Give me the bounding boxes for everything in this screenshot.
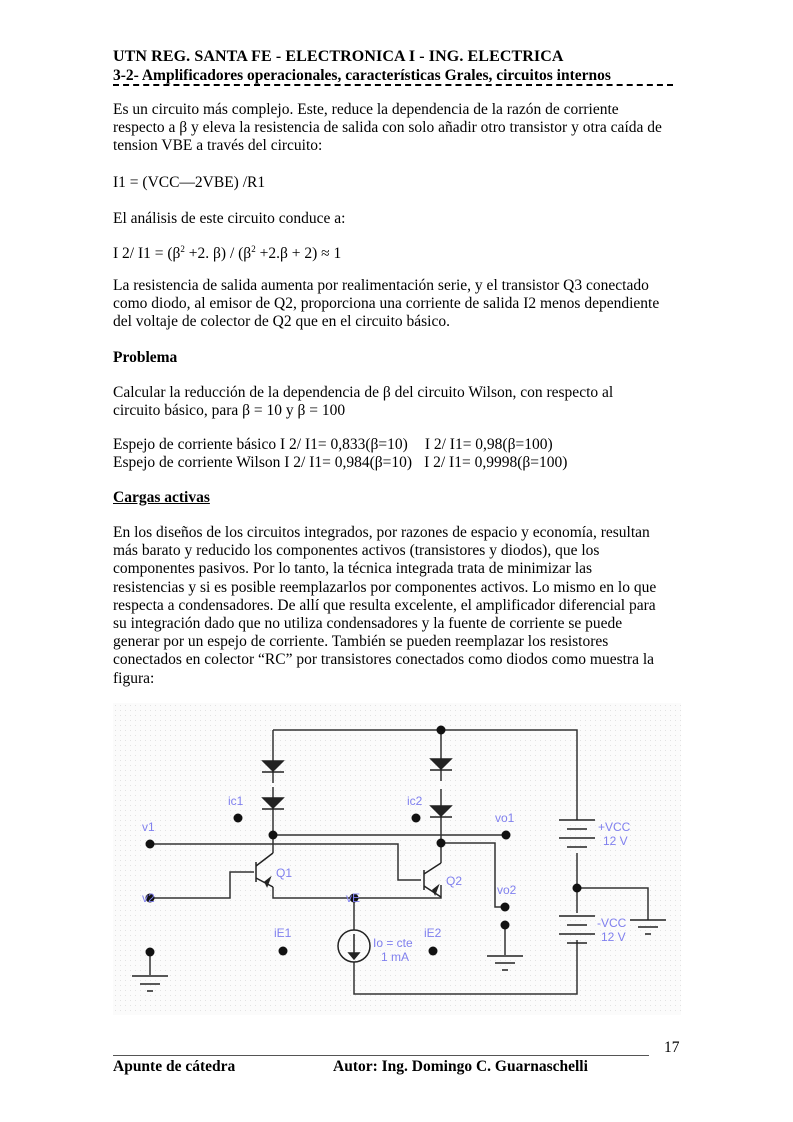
ground-icon bbox=[487, 956, 523, 970]
diode-icon bbox=[262, 798, 284, 809]
terminal-vo1 bbox=[502, 831, 511, 840]
differential-amplifier-schematic bbox=[113, 703, 681, 1015]
text-line: componentes pasivos. Por lo tanto, la técnica integrada trata de minimizar las bbox=[113, 560, 593, 578]
output-resistance-paragraph bbox=[113, 277, 659, 332]
text-line: su integración dado que no utiliza condensadores y la fuente de corriente se puede bbox=[113, 615, 623, 633]
document-header-institution: UTN REG. SANTA FE - ELECTRONICA I - ING. ELECTRICA bbox=[113, 48, 564, 65]
label-ve: vE bbox=[346, 891, 361, 905]
diode-icon bbox=[430, 806, 452, 817]
text-line: más barato y reducido los componentes activos (transistores y diodos), que los bbox=[113, 542, 600, 560]
label-ic1: ic1 bbox=[228, 794, 244, 808]
label-vo1: vo1 bbox=[495, 811, 515, 825]
terminal-ic2 bbox=[412, 814, 421, 823]
text-line: figura: bbox=[113, 669, 155, 687]
active-loads-paragraph bbox=[113, 524, 656, 688]
text-line: respecta a condensadores. De allí que resulta excelente, el amplificador diferencial para bbox=[113, 596, 656, 614]
problem-heading: Problema bbox=[113, 349, 178, 366]
text-line: Calcular la reducción de la dependencia de β del circuito Wilson, con respecto al bbox=[113, 384, 614, 401]
junction-dot bbox=[437, 726, 446, 735]
terminal-ie1 bbox=[279, 947, 288, 956]
battery-negative-icon bbox=[559, 916, 595, 943]
text-line: La resistencia de salida aumenta por realimentación serie, y el transistor Q3 conectado bbox=[113, 277, 649, 294]
label-vcc-positive-value: 12 V bbox=[603, 834, 628, 848]
ground-icon bbox=[132, 976, 168, 991]
label-vcc-negative-value: 12 V bbox=[601, 930, 626, 944]
current-source-icon bbox=[338, 930, 370, 962]
diode-gaps bbox=[273, 781, 441, 789]
label-v1: v1 bbox=[142, 820, 155, 834]
header-divider bbox=[113, 84, 673, 86]
text-line: generar por un espejo de corriente. También se pueden reemplazar los resistores bbox=[113, 633, 609, 651]
terminal-ie2 bbox=[429, 947, 438, 956]
text-line: como diodo, al emisor de Q2, proporciona una corriente de salida I2 menos dependiente bbox=[113, 295, 660, 313]
wire-v2-to-q1-base bbox=[150, 872, 254, 898]
result-row-wilson: Espejo de corriente Wilson I 2/ I1= 0,984(β=10) I 2/ I1= 0,9998(β=100) bbox=[113, 454, 568, 472]
footer-left: Apunte de cátedra bbox=[113, 1058, 236, 1075]
problem-paragraph bbox=[113, 384, 613, 420]
label-vcc-positive: +VCC bbox=[598, 820, 631, 834]
text-line: respecto a β y eleva la resistencia de salida con solo añadir otro transistor y otra caída de bbox=[113, 119, 662, 137]
label-q1: Q1 bbox=[276, 866, 293, 880]
label-vcc-negative: -VCC bbox=[597, 916, 627, 930]
battery-positive-icon bbox=[559, 820, 595, 847]
terminal-ground-left bbox=[146, 948, 155, 957]
terminal-ic1 bbox=[234, 814, 243, 823]
junction-dot bbox=[573, 884, 582, 893]
footer-author: Autor: Ing. Domingo C. Guarnaschelli bbox=[333, 1058, 588, 1075]
transistor-q2-icon bbox=[424, 863, 441, 897]
results-block bbox=[113, 436, 567, 472]
diode-icon bbox=[262, 761, 284, 772]
label-ie1: iE1 bbox=[274, 926, 292, 940]
result-row-basic: Espejo de corriente básico I 2/ I1= 0,833(β=10) I 2/ I1= 0,98(β=100) bbox=[113, 436, 553, 453]
text-line: tension VBE a través del circuito: bbox=[113, 137, 323, 155]
circuit-labels bbox=[142, 794, 631, 964]
equation-i1: I1 = (VCC—2VBE) /R1 bbox=[113, 174, 266, 191]
label-io: Io = cte bbox=[373, 936, 413, 950]
equation-ratio: I 2/ $I1 = (\beta^2 +2$. $\beta) / (\beta^2 +2.\beta + 2) \approx 1$ bbox=[113, 244, 342, 262]
text-line: En los diseños de los circuitos integrados, por razones de espacio y economía, resultan bbox=[113, 524, 650, 541]
terminals bbox=[146, 726, 582, 957]
terminal-vo2-ground bbox=[501, 921, 510, 930]
ground-icon bbox=[630, 920, 666, 934]
label-ie2: iE2 bbox=[424, 926, 442, 940]
page-number: 17 bbox=[664, 1039, 680, 1056]
text-line: Es un circuito más complejo. Este, reduce la dependencia de la razón de corriente bbox=[113, 101, 619, 118]
analysis-intro: El análisis de este circuito conduce a: bbox=[113, 210, 346, 227]
terminal-v1 bbox=[146, 840, 155, 849]
transistor-q1-icon bbox=[256, 853, 273, 887]
text-line: resistencias y si es posible reemplazarlos por componentes activos. Lo mismo en lo que bbox=[113, 578, 657, 596]
intro-paragraph bbox=[113, 101, 662, 156]
document-header-chapter: 3-2- Amplificadores operacionales, características Grales, circuitos internos bbox=[113, 67, 611, 84]
terminal-vo2 bbox=[501, 903, 510, 912]
active-loads-heading: Cargas activas bbox=[113, 489, 210, 506]
label-io-value: 1 mA bbox=[381, 950, 410, 964]
circuit-figure bbox=[113, 703, 681, 1015]
label-ic2: ic2 bbox=[407, 794, 423, 808]
label-vo2: vo2 bbox=[497, 883, 517, 897]
junction-dot bbox=[437, 839, 446, 848]
diodes bbox=[262, 759, 452, 817]
footer-divider bbox=[113, 1055, 649, 1056]
text-line: circuito básico, para β = 10 y β = 100 bbox=[113, 402, 346, 420]
diode-icon bbox=[430, 759, 452, 770]
label-q2: Q2 bbox=[446, 874, 463, 888]
wire-top-rail bbox=[273, 730, 577, 820]
text-line: del voltaje de colector de Q2 que en el circuito básico. bbox=[113, 313, 450, 331]
junction-dot bbox=[269, 831, 278, 840]
label-v2: v2 bbox=[142, 891, 155, 905]
text-line: conectados en colector “RC” por transistores conectados como diodos como muestra la bbox=[113, 651, 655, 669]
